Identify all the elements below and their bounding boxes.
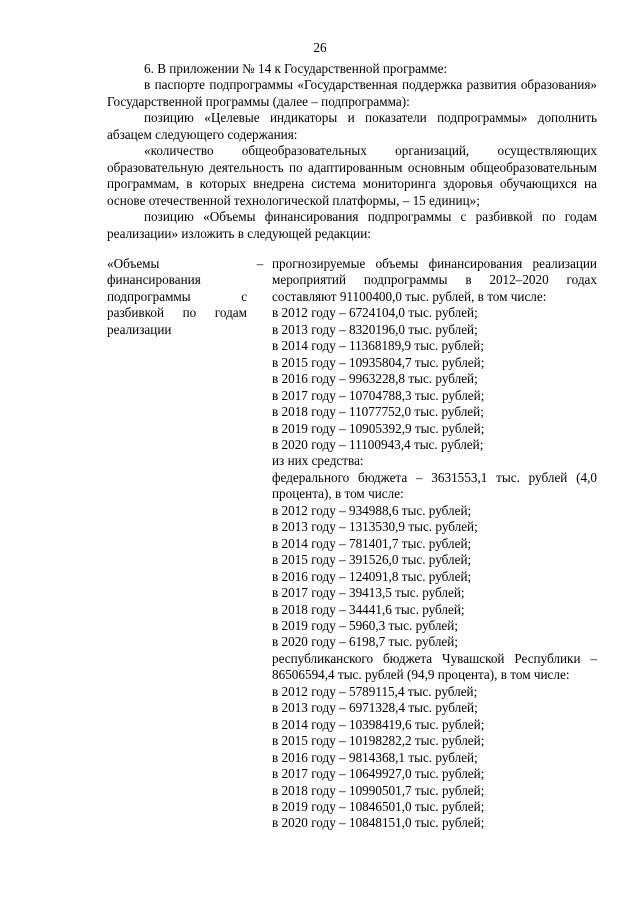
- total-financing-text: прогнозируемые объемы финансирования реализации мероприятий подпрограммы в 2012–2020 годах составляют 91100400,0 тыс. рублей, в том числе:: [272, 256, 597, 304]
- total-year-line: в 2015 году – 10935804,7 тыс. рублей;: [272, 354, 485, 370]
- table-label-cell: [107, 256, 266, 832]
- of-which-label: из них средства:: [272, 453, 364, 469]
- federal-year-line: в 2016 году – 124091,8 тыс. рублей;: [272, 568, 472, 584]
- republic-year-line: в 2019 году – 10846501,0 тыс. рублей;: [272, 798, 485, 814]
- intro-paragraph: позицию «Целевые индикаторы и показатели подпрограммы» дополнить абзацем следующего содержания:: [107, 110, 597, 142]
- intro-paragraph: позицию «Объемы финансирования подпрограммы с разбивкой по годам реализации» изложить в следующей редакции:: [107, 209, 597, 241]
- republic-year-line: в 2020 году – 10848151,0 тыс. рублей;: [272, 815, 485, 831]
- table-dash: –: [256, 256, 264, 271]
- financing-table: [107, 256, 597, 832]
- table-label: «Объемы финансирования подпрограммы с разбивкой по годам реализации: [107, 256, 247, 337]
- intro-paragraph: «количество общеобразовательных организаций, осуществляющих образовательную деятельность по адаптированным основным общеобразовательным программам, в которых внедрена система мониторинга здоровья обучающихся на основе отечественной технологической платформы, – 15 единиц»;: [107, 143, 597, 208]
- federal-year-line: в 2019 году – 5960,3 тыс. рублей;: [272, 617, 458, 633]
- republic-year-line: в 2015 году – 10198282,2 тыс. рублей;: [272, 733, 485, 749]
- federal-year-line: в 2018 году – 34441,6 тыс. рублей;: [272, 601, 465, 617]
- total-year-line: в 2012 году – 6724104,0 тыс. рублей;: [272, 305, 478, 321]
- republic-budget-text: республиканского бюджета Чувашской Республики – 86506594,4 тыс. рублей (94,9 процента), в том числе:: [272, 650, 597, 683]
- total-year-line: в 2020 году – 11100943,4 тыс. рублей;: [272, 436, 484, 452]
- total-year-line: в 2018 году – 11077752,0 тыс. рублей;: [272, 404, 484, 420]
- republic-year-line: в 2016 году – 9814368,1 тыс. рублей;: [272, 749, 478, 765]
- federal-year-line: в 2015 году – 391526,0 тыс. рублей;: [272, 552, 472, 568]
- total-year-line: в 2016 году – 9963228,8 тыс. рублей;: [272, 371, 478, 387]
- republic-year-line: в 2018 году – 10990501,7 тыс. рублей;: [272, 782, 485, 798]
- intro-block: [107, 61, 597, 242]
- total-year-line: в 2013 году – 8320196,0 тыс. рублей;: [272, 321, 478, 337]
- federal-year-line: в 2017 году – 39413,5 тыс. рублей;: [272, 585, 465, 601]
- intro-paragraph: в паспорте подпрограммы «Государственная поддержка развития образования» Государственной программы (далее – подпрограмма):: [107, 77, 597, 109]
- republic-year-line: в 2017 году – 10649927,0 тыс. рублей;: [272, 766, 485, 782]
- table-value-cell: [272, 256, 597, 832]
- total-year-line: в 2017 году – 10704788,3 тыс. рублей;: [272, 387, 485, 403]
- federal-year-line: в 2020 году – 6198,7 тыс. рублей;: [272, 634, 458, 650]
- item-heading: 6. В приложении № 14 к Государственной программе:: [144, 61, 448, 76]
- federal-year-line: в 2014 году – 781401,7 тыс. рублей;: [272, 535, 472, 551]
- federal-year-line: в 2013 году – 1313530,9 тыс. рублей;: [272, 519, 478, 535]
- republic-year-line: в 2014 году – 10398419,6 тыс. рублей;: [272, 716, 485, 732]
- federal-year-line: в 2012 году – 934988,6 тыс. рублей;: [272, 502, 472, 518]
- republic-year-line: в 2013 году – 6971328,4 тыс. рублей;: [272, 700, 478, 716]
- federal-budget-text: федерального бюджета – 3631553,1 тыс. рублей (4,0 процента), в том числе:: [272, 469, 597, 502]
- republic-year-line: в 2012 году – 5789115,4 тыс. рублей;: [272, 683, 478, 699]
- total-year-line: в 2014 году – 11368189,9 тыс. рублей;: [272, 338, 484, 354]
- total-year-line: в 2019 году – 10905392,9 тыс. рублей;: [272, 420, 485, 436]
- page-number: 26: [313, 40, 327, 55]
